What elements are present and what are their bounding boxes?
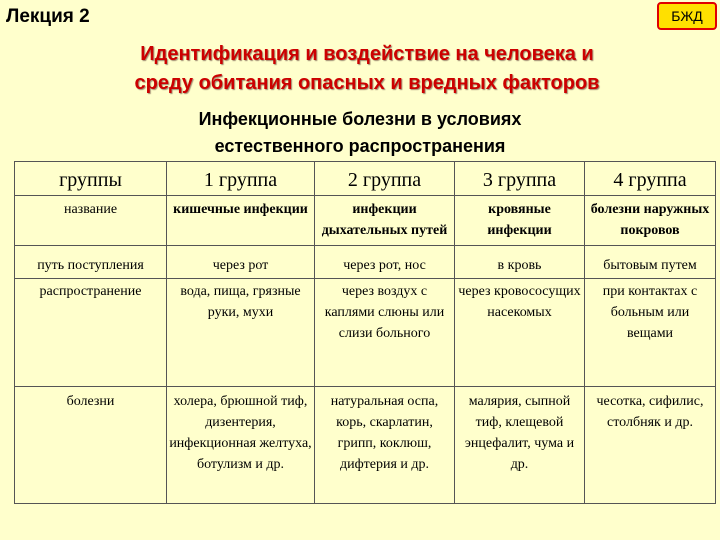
table-cell: через воздух с каплями слюны или слизи больного (315, 279, 455, 387)
header-cell: группы (15, 162, 167, 196)
header-cell: 2 группа (315, 162, 455, 196)
slide-title (22, 40, 712, 98)
table-row (15, 196, 716, 246)
table-cell: холера, брюшной тиф, дизентерия, инфекционная желтуха, ботулизм и др. (167, 387, 315, 504)
table-cell: малярия, сыпной тиф, клещевой энцефалит, чума и др. (455, 387, 585, 504)
table-cell: натуральная оспа, корь, скарлатин, грипп, коклюш, дифтерия и др. (315, 387, 455, 504)
row-label: болезни (15, 387, 167, 504)
table-cell: бытовым путем (585, 246, 716, 279)
slide-subtitle-line-1: Инфекционные болезни в условиях (198, 109, 522, 129)
row-label: распространение (15, 279, 167, 387)
table-cell: инфекции дыхательных путей (315, 196, 455, 246)
table-cell: кровяные инфекции (455, 196, 585, 246)
table-row (15, 387, 716, 504)
infection-groups-table (14, 161, 716, 504)
table-cell: кишечные инфекции (167, 196, 315, 246)
slide-subtitle (120, 106, 600, 160)
table-row (15, 279, 716, 387)
lecture-number: Лекция 2 (6, 6, 90, 27)
table-cell: через рот, нос (315, 246, 455, 279)
table-cell: вода, пища, грязные руки, мухи (167, 279, 315, 387)
slide-subtitle-line-2: естественного распространения (214, 136, 506, 156)
table-cell: при контактах с больным или вещами (585, 279, 716, 387)
slide-title-line-1: Идентификация и воздействие на человека и (140, 43, 594, 65)
table-cell: чесотка, сифилис, столбняк и др. (585, 387, 716, 504)
table-cell: через кровососущих насекомых (455, 279, 585, 387)
table-cell: через рот (167, 246, 315, 279)
header-cell: 4 группа (585, 162, 716, 196)
slide-title-line-2: среду обитания опасных и вредных факторов (134, 72, 600, 94)
table-row (15, 246, 716, 279)
header-cell: 3 группа (455, 162, 585, 196)
table-cell: болезни наружных покровов (585, 196, 716, 246)
subject-badge: БЖД (657, 2, 717, 30)
row-label: путь поступления (15, 246, 167, 279)
header-cell: 1 группа (167, 162, 315, 196)
table-cell: в кровь (455, 246, 585, 279)
table-header-row (15, 162, 716, 196)
row-label: название (15, 196, 167, 246)
